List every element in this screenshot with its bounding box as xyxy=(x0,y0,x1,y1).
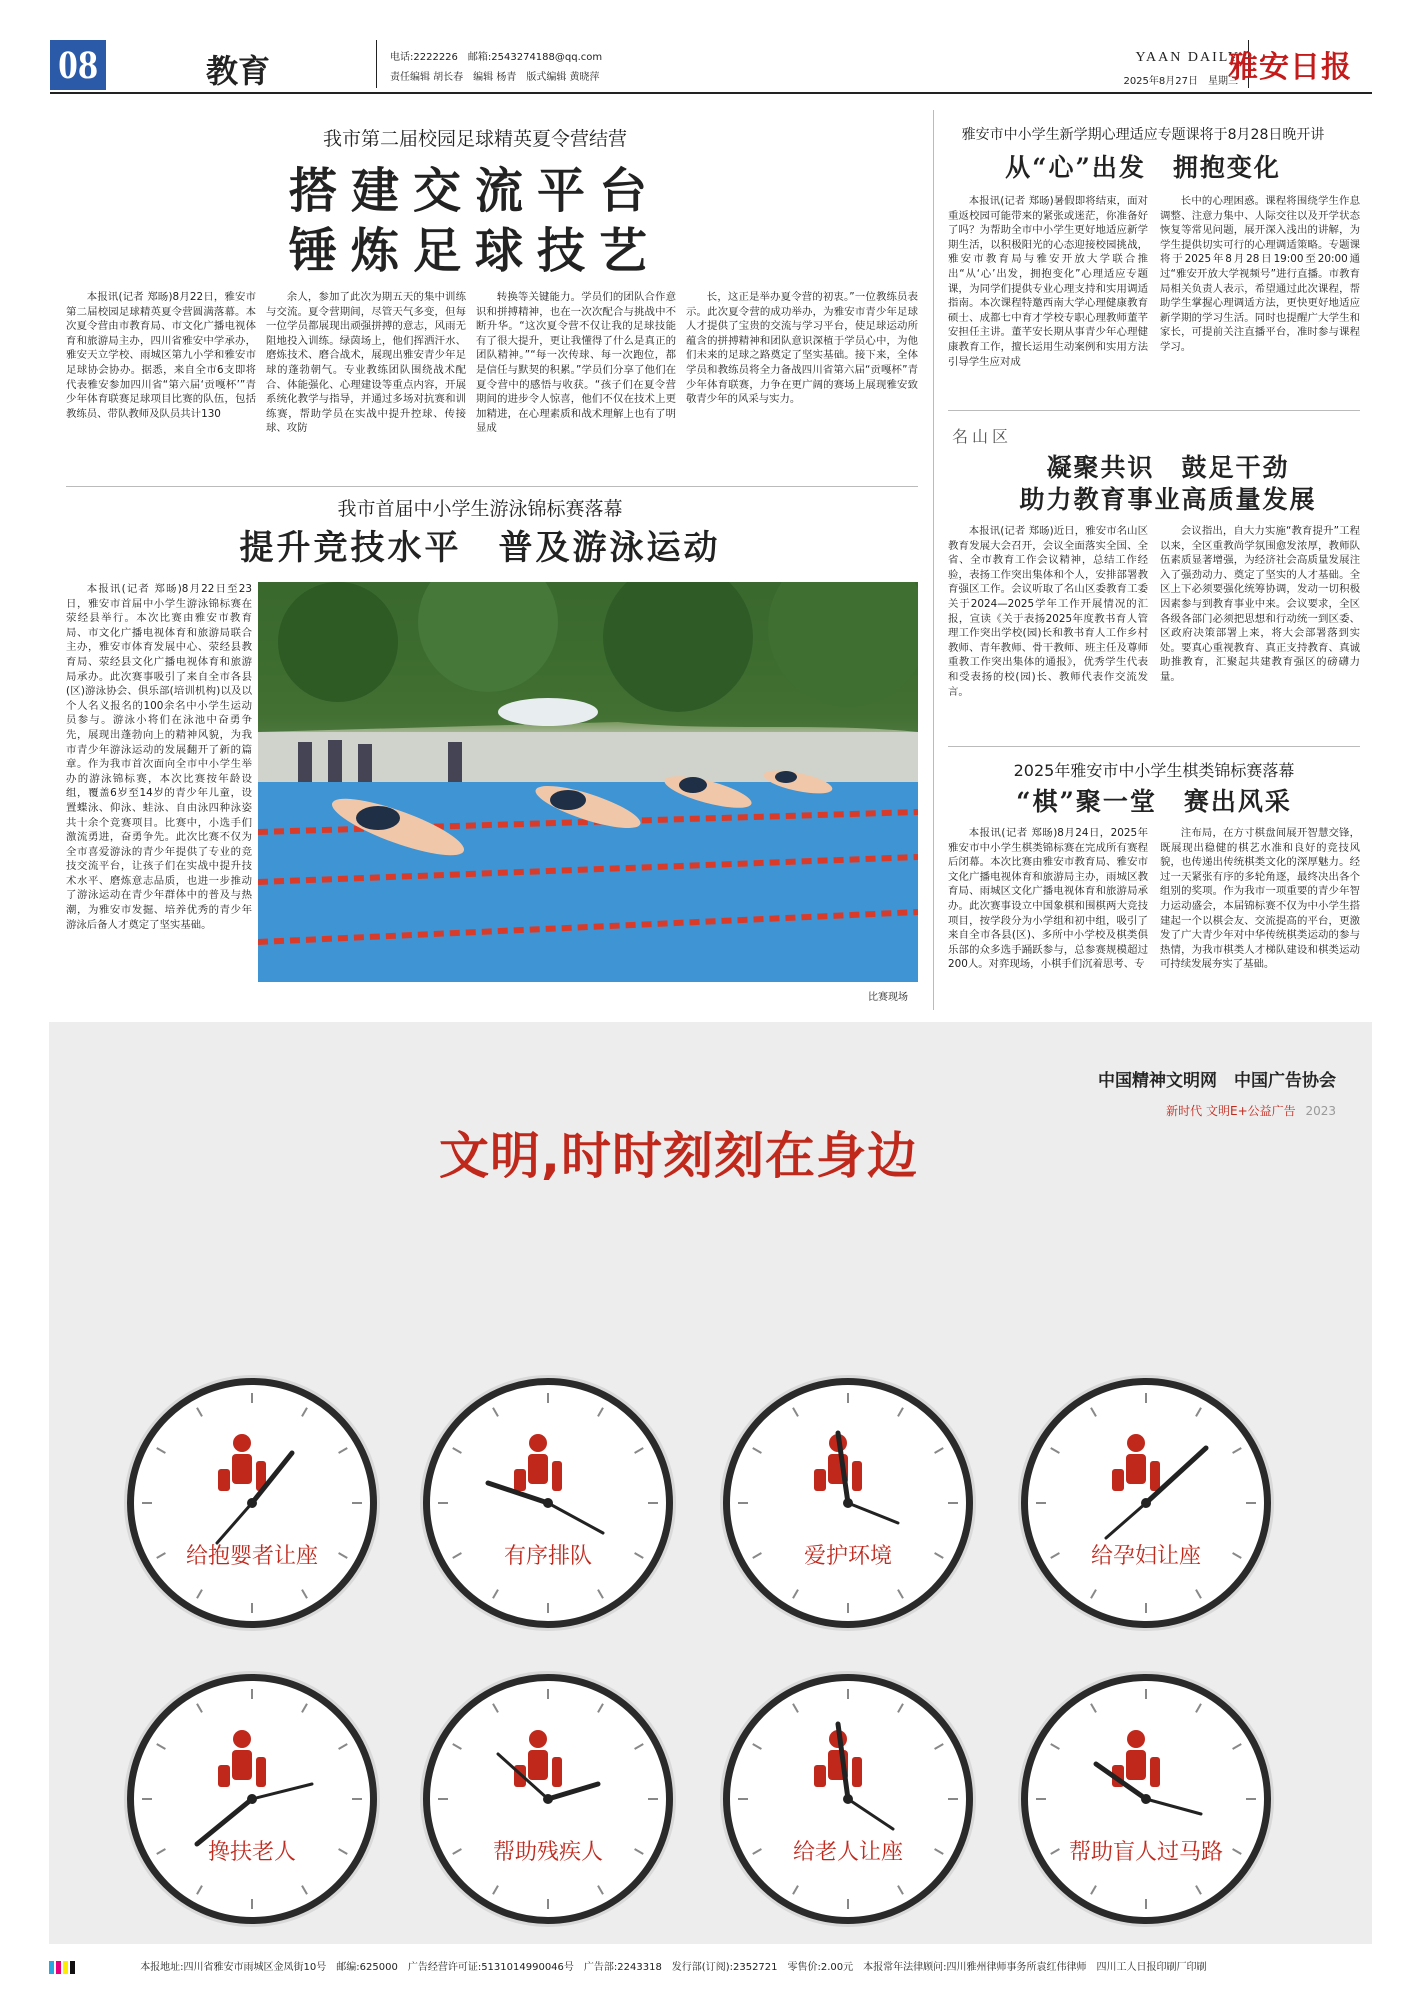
clock-label: 给老人让座 xyxy=(792,1840,903,1865)
section-title: 教育 xyxy=(206,52,271,90)
footer xyxy=(49,1958,1372,1978)
article2-headline: 提升竞技水平 普及游泳运动 xyxy=(239,528,721,568)
clock-face xyxy=(430,1681,666,1917)
article4-headline-line1: 凝聚共识 鼓足干劲 xyxy=(1046,453,1290,482)
ad-title: 文明,时时刻刻在身边 xyxy=(439,1127,918,1185)
color-bar-magenta xyxy=(56,1961,61,1974)
article4-region-label: 名山区 xyxy=(952,427,1013,446)
paper-english-name: YAAN DAILY xyxy=(1135,50,1240,65)
article5-top-rule xyxy=(948,746,1360,747)
article2-top-rule xyxy=(66,486,918,487)
clock-face xyxy=(430,1385,666,1621)
article1-column-1: 本报讯(记者 郑旸)8月22日，雅安市第二届校园足球精英夏令营圆满落幕。本次夏令营由市教育局、市文化广播电视体育和旅游局主办，四川省雅安中学承办，雅安天立学校、雨城区第九小学和雅安市足球协会协办。据悉，来自全市6支即将代表雅安参加四川省“第六届‘贡嘎杯’”青少年体育联赛足球项目比赛的队伍，包括教练员、带队教师及队员共计130 xyxy=(66,291,256,420)
pregnant-seat-icon xyxy=(1112,1434,1160,1491)
editor-info: 责任编辑 胡长春 编辑 杨青 版式编辑 黄晓萍 xyxy=(390,72,600,83)
clock-face xyxy=(1028,1385,1264,1621)
contact-info: 电话:2222226 邮箱:2543274188@qq.com xyxy=(390,52,603,63)
article4-top-rule xyxy=(948,410,1360,411)
mother-baby-seat-icon xyxy=(218,1434,266,1491)
clock-label: 有序排队 xyxy=(503,1544,592,1569)
article4-column-1: 本报讯(记者 郑旸)近日，雅安市名山区教育发展大会召开，会议全面落实全国、全省、全市教育工作会议精神，总结工作经验，表扬工作突出集体和个人，安排部署教育强区工作。会议听取了名山区委教育工委关于2024—2025学年工作开展情况的汇报，宣读《关于表扬2025年度教书育人管理工作突出学校(园)长和教书育人工作乡村教师、青年教师、骨干教师、班主任及尊师重教工作突出集体的通报》，优秀学生代表和受表扬的校(园)长、教师代表作交流发言。 xyxy=(948,525,1148,698)
help-elderly-icon xyxy=(218,1730,266,1787)
clock-label: 搀扶老人 xyxy=(207,1840,296,1865)
ad-organizations: 中国精神文明网 中国广告协会 xyxy=(1098,1071,1336,1091)
article1-column-4: 长，这正是举办夏令营的初衷。”一位教练员表示。此次夏令营的成功举办，为雅安市青少年足球人才提供了宝贵的交流与学习平台，使足球运动所蕴含的拼搏精神和团队意识深植于学员心中，为他们未来的足球之路奠定了坚实基础。接下来，全体学员和教练员将全力备战四川省第六届“贡嘎杯”青少年体育联赛，力争在更广阔的赛场上展现雅安致敬青少年的风采与实力。 xyxy=(686,291,918,406)
ad-brand-text: 新时代 文明E+公益广告 xyxy=(1166,1104,1296,1118)
clock-5 xyxy=(127,1674,377,1924)
article4-column-2: 会议指出，自大力实施“教育提升”工程以来，全区重教尚学氛围愈发浓厚，教师队伍素质显著增强，为经济社会高质量发展注入了强劲动力、奠定了坚实的人才基础。全区上下必须要强化统筹协调，发动一切积极因素参与到教育事业中来。会议要求，全区各级各部门必须把思想和行动统一到区委、区政府决策部署上来，将大会部署落到实处。要真心重视教育、真正支持教育、真诚助推教育，汇聚起共建教育强区的磅礴力量。 xyxy=(1160,525,1360,683)
header-rule xyxy=(50,92,1372,94)
wheelchair-icon xyxy=(514,1730,562,1787)
article5-headline: “棋”聚一堂 赛出风采 xyxy=(1016,787,1292,816)
ad-brand-year: 2023 xyxy=(1305,1104,1336,1118)
clock-6 xyxy=(423,1674,673,1924)
clock-7 xyxy=(723,1674,973,1924)
article2-kicker: 我市首届中小学生游泳锦标赛落幕 xyxy=(337,498,623,520)
clock-3 xyxy=(723,1378,973,1628)
footer-text: 本报地址:四川省雅安市雨城区金凤街10号 邮编:625000 广告经营许可证:5131014990046号 广告部:2243318 发行部(订阅):2352721 零售价:2.00元 本报常年法律顾问:四川雅州律师事务所袁红伟律师 四川工人日报印刷厂印刷 xyxy=(140,1962,1207,1973)
public-service-ad xyxy=(49,1022,1372,1944)
ad-brand xyxy=(1166,1102,1336,1119)
article3-column-2: 长中的心理困惑。课程将围绕学生作息调整、注意力集中、人际交往以及开学状态恢复等常见问题，展开深入浅出的讲解，为学生提供切实可行的心理调适策略。专题课将于2025年8月28日19:00至20:00通过“雅安开放大学视频号”进行直播。市教育局相关负责人表示，希望通过此次课程，帮助学生掌握心理调适方法，更快更好地适应新学期的学习生活。同时也提醒广大学生和家长，可提前关注直播平台，准时参与课程学习。 xyxy=(1160,195,1360,353)
column-divider xyxy=(933,110,934,1010)
photo-caption: 比赛现场 xyxy=(868,992,908,1003)
header-divider xyxy=(376,40,377,88)
clock-2 xyxy=(423,1378,673,1628)
issue-date: 2025年8月27日 星期三 xyxy=(1123,76,1238,87)
color-bar-black xyxy=(70,1961,75,1974)
clock-8 xyxy=(1021,1674,1271,1924)
clock-label: 给孕妇让座 xyxy=(1090,1544,1201,1569)
clock-face xyxy=(1028,1681,1264,1917)
article1-kicker: 我市第二届校园足球精英夏令营结营 xyxy=(322,128,627,150)
clock-face xyxy=(730,1681,966,1917)
clock-face xyxy=(134,1385,370,1621)
article3-kicker: 雅安市中小学生新学期心理适应专题课将于8月28日晚开讲 xyxy=(961,127,1325,143)
article2-body: 本报讯(记者 郑旸)8月22日至23日，雅安市首届中小学生游泳锦标赛在荥经县举行。本次比赛由雅安市教育局、市文化广播电视体育和旅游局联合主办，雅安市体育发展中心、荥经县教育局、荥经县文化广播电视体育和旅游局承办。此次赛事吸引了来自全市各县(区)游泳协会、俱乐部(培训机构)以及以个人名义报名的100余名中小学生运动员参与。游泳小将们在泳池中奋勇争先，展现出蓬勃向上的精神风貌，为我市青少年游泳运动的发展翻开了新的篇章。作为我市首次面向全市中小学生举办的游泳锦标赛，本次比赛按年龄设组，覆盖6岁至14岁的青少年儿童，设置蝶泳、仰泳、蛙泳、自由泳四种泳姿共十余个竞赛项目。比赛中，小选手们激流勇进，奋勇争先。此次比赛不仅为全市喜爱游泳的青少年提供了专业的竞技交流平台，让孩子们在实战中提升技术水平、磨炼意志品质，也进一步推动了游泳运动在青少年群体中的普及与热潮，为雅安市发掘、培养优秀的青少年游泳后备人才奠定了坚实基础。 xyxy=(66,583,252,931)
article5-column-1: 本报讯(记者 郑旸)8月24日，2025年雅安市中小学生棋类锦标赛在完成所有赛程后闭幕。本次比赛由雅安市教育局、雅安市文化广播电视体育和旅游局主办，雨城区教育局、雨城区文化广播电视体育和旅游局承办。此次赛事设立中国象棋和围棋两大竞技项目，按学段分为小学组和初中组，吸引了来自全市各县(区)、多所中小学校及棋类俱乐部的众多选手踊跃参与，总参赛规模超过200人。对弈现场，小棋手们沉着思考、专 xyxy=(948,827,1148,971)
newspaper-logo: 雅安日报 xyxy=(1228,50,1352,85)
article5-column-2: 注布局，在方寸棋盘间展开智慧交锋，既展现出稳健的棋艺水准和良好的竞技风貌，也传递出传统棋类文化的深厚魅力。经过一天紧张有序的多轮角逐，最终决出各个组别的奖项。作为我市一项重要的青少年智力运动盛会，本届锦标赛不仅为中小学生搭建起一个以棋会友、交流提高的平台，更激发了广大青少年对中华传统棋类运动的参与热情，为我市棋类人才梯队建设和棋类运动可持续发展夯实了基础。 xyxy=(1160,827,1360,971)
color-bar-yellow xyxy=(63,1961,68,1974)
clock-4 xyxy=(1021,1378,1271,1628)
clock-label: 给抱婴者让座 xyxy=(185,1544,318,1569)
clock-label: 爱护环境 xyxy=(803,1544,892,1569)
page-number: 08 xyxy=(50,40,106,90)
color-bar-cyan xyxy=(49,1961,54,1974)
article1-headline-line2: 锤炼足球技艺 xyxy=(288,223,661,279)
article3-headline: 从“心”出发 拥抱变化 xyxy=(1005,153,1281,182)
clock-face xyxy=(134,1681,370,1917)
clock-label: 帮助盲人过马路 xyxy=(1068,1840,1223,1865)
article1-column-2: 余人，参加了此次为期五天的集中训练与交流。夏令营期间，尽管天气多变，但每一位学员都展现出顽强拼搏的意志，风雨无阻地投入训练。绿茵场上，他们挥洒汗水、磨炼技术、磨合战术，展现出雅安青少年足球的蓬勃朝气。专业教练团队围绕战术配合、体能强化、心理建设等重点内容，开展系统化教学与指导，并通过多场对抗赛和训练赛，帮助学员在实战中提升控球、传接球、攻防 xyxy=(266,291,466,435)
swimming-race-photo xyxy=(258,582,918,982)
clock-face xyxy=(730,1385,966,1621)
article1-column-3: 转换等关键能力。学员们的团队合作意识和拼搏精神，也在一次次配合与挑战中不断升华。“这次夏令营不仅让我的足球技能有了很大提升，更让我懂得了什么是真正的团队精神。”“每一次传球、每一次跑位，都是信任与默契的积累。”学员们分享了他们在夏令营中的感悟与收获。“孩子们在夏令营期间的进步令人惊喜，他们不仅在技术上更加精进，在心理素质和战术理解上也有了明显成 xyxy=(476,291,676,435)
clock-1 xyxy=(127,1378,377,1628)
article5-kicker: 2025年雅安市中小学生棋类锦标赛落幕 xyxy=(1013,761,1295,780)
clock-label: 帮助残疾人 xyxy=(492,1840,603,1865)
article3-column-1: 本报讯(记者 郑旸)暑假即将结束，面对重返校园可能带来的紧张或迷茫，你准备好了吗？为帮助全市中小学生更好地适应新学期生活，以积极阳光的心态迎接校园挑战，雅安市教育局与雅安开放大学联合推出“从‘心’出发，拥抱变化”心理适应专题课，为同学们提供专业心理支持和实用调适指南。本次课程特邀西南大学心理健康教育硕士、成都七中育才学校专职心理教师董芊安担任主讲。董芊安长期从事青少年心理健康教育工作，擅长运用生动案例和实用方法引导学生应对成 xyxy=(948,195,1148,368)
queue-bus-icon xyxy=(514,1434,562,1491)
article1-headline-line1: 搭建交流平台 xyxy=(288,163,661,219)
article4-headline-line2: 助力教育事业高质量发展 xyxy=(1019,485,1317,514)
